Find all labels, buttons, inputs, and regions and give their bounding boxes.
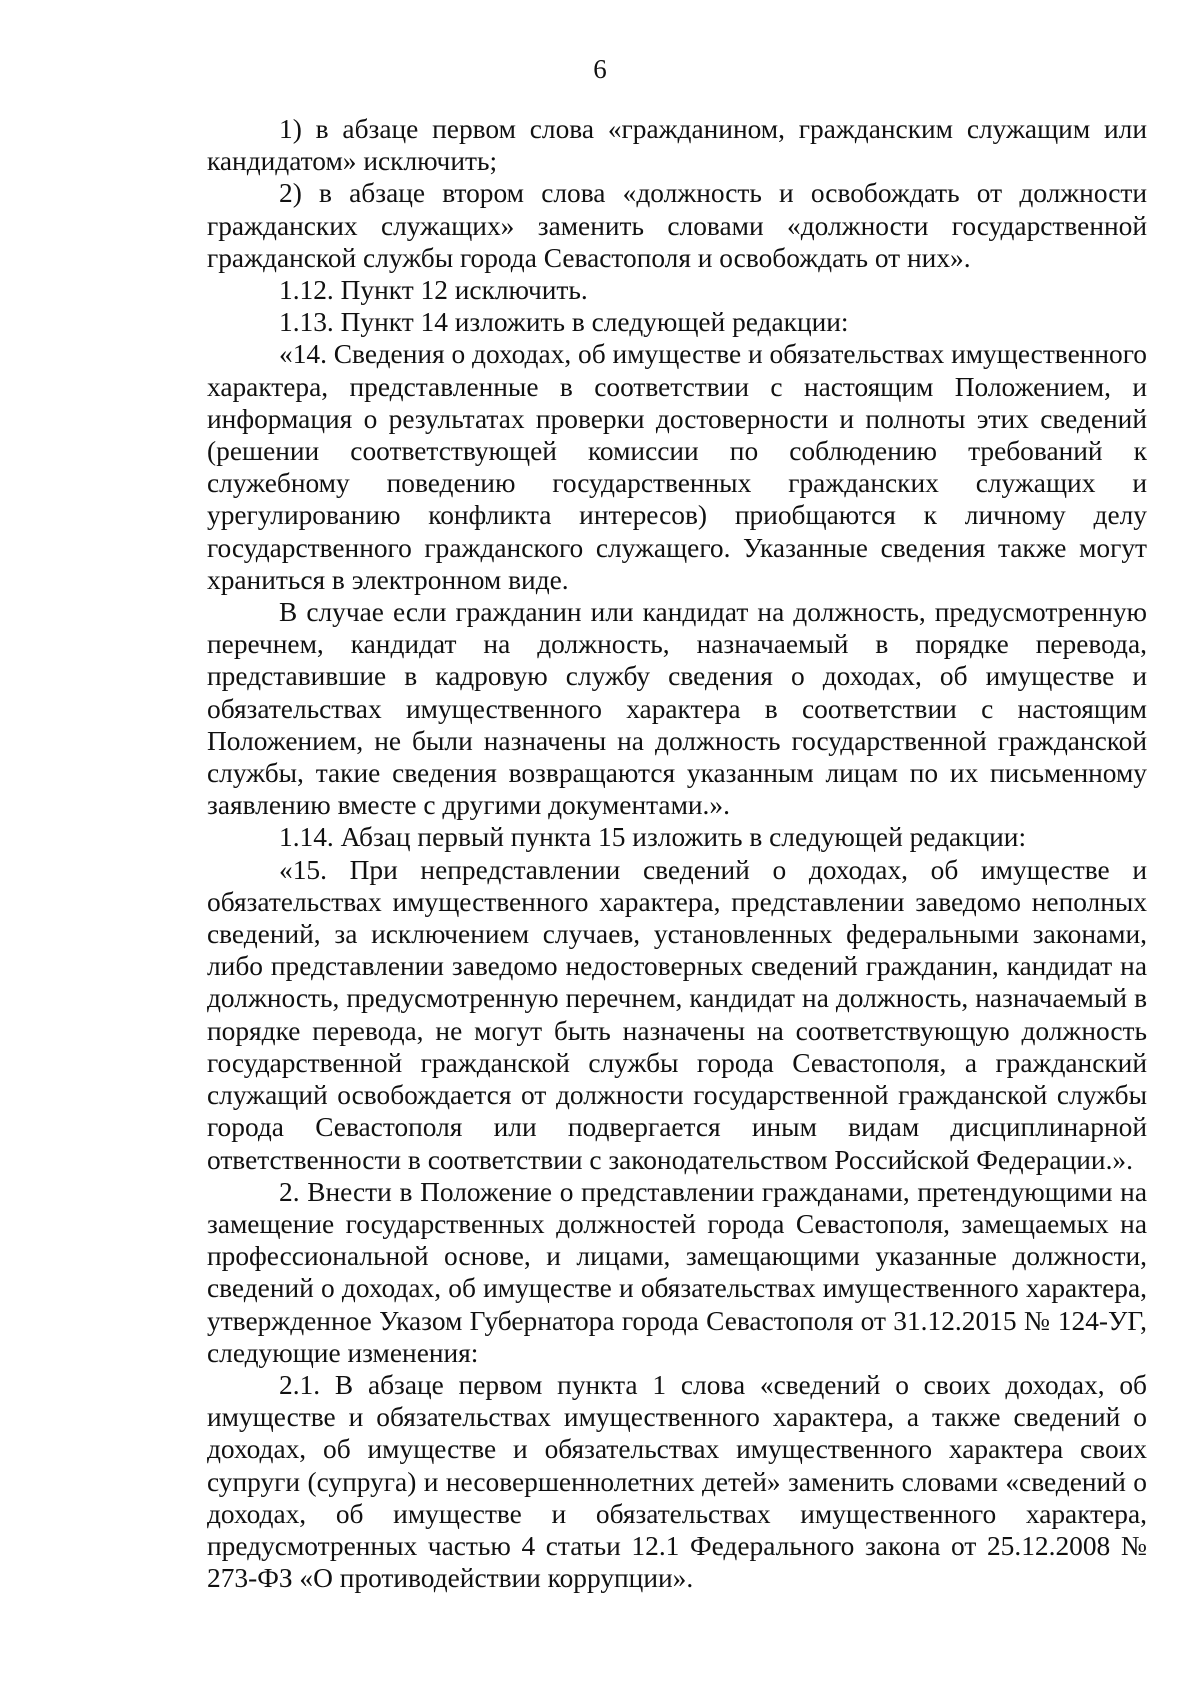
paragraph: «15. При непредставлении сведений о доходах, об имуществе и обязательствах имущественного характера, представлении заведомо неполных сведений, за исключением случаев, установленных федеральными законами, либо представлении заведомо недостоверных сведений гражданин, кандидат на должность, предусмотренную перечнем, кандидат на должность, назначаемый в порядке перевода, не могут быть назначены на соответствующую должность государственной гражданской службы города Севастополя, а гражданский служащий освобождается от должности государственной гражданской службы города Севастополя или подвергается иным видам дисциплинарной ответственности в соответствии с законодательством Российской Федерации.». bbox=[207, 854, 1147, 1175]
paragraph: «14. Сведения о доходах, об имуществе и обязательствах имущественного характера, представленные в соответствии с настоящим Положением, и информация о результатах проверки достоверности и полноты этих сведений (решении соответствующей комиссии по соблюдению требований к служебному поведению государственных гражданских служащих и урегулированию конфликта интересов) приобщаются к личному делу государственного гражданского служащего. Указанные сведения также могут храниться в электронном виде. bbox=[207, 339, 1147, 595]
page-number: 6 bbox=[593, 54, 607, 84]
paragraph: 1.13. Пункт 14 изложить в следующей редакции: bbox=[279, 307, 849, 338]
paragraph: 1) в абзаце первом слова «гражданином, гражданским служащим или кандидатом» исключить; bbox=[207, 114, 1147, 177]
paragraph: 2.1. В абзаце первом пункта 1 слова «сведений о своих доходах, об имуществе и обязательствах имущественного характера, а также сведений о доходах, об имуществе и обязательствах имущественного характера своих супруги (супруга) и несовершеннолетних детей» заменить словами «сведений о доходах, об имуществе и обязательствах имущественного характера, предусмотренных частью 4 статьи 12.1 Федерального закона от 25.12.2008 № 273-ФЗ «О противодействии коррупции». bbox=[207, 1369, 1147, 1594]
paragraph: 2. Внести в Положение о представлении гражданами, претендующими на замещение государственных должностей города Севастополя, замещаемых на профессиональной основе, и лицами, замещающими указанные должности, сведений о доходах, об имуществе и обязательствах имущественного характера, утвержденное Указом Губернатора города Севастополя от 31.12.2015 № 124-УГ, следующие изменения: bbox=[207, 1176, 1147, 1368]
paragraph: 2) в абзаце втором слова «должность и освобождать от должности гражданских служащих» заменить словами «должности государственной гражданской службы города Севастополя и освобождать от них». bbox=[207, 178, 1147, 273]
paragraph: В случае если гражданин или кандидат на должность, предусмотренную перечнем, кандидат на должность, назначаемый в порядке перевода, представившие в кадровую службу сведения о доходах, об имуществе и обязательствах имущественного характера в соответствии с настоящим Положением, не были назначены на должность государственной гражданской службы, такие сведения возвращаются указанным лицам по их письменному заявлению вместе с другими документами.». bbox=[207, 597, 1147, 821]
paragraph: 1.12. Пункт 12 исключить. bbox=[279, 275, 588, 306]
document-body bbox=[207, 113, 1147, 1594]
paragraph: 1.14. Абзац первый пункта 15 изложить в следующей редакции: bbox=[279, 822, 1027, 853]
